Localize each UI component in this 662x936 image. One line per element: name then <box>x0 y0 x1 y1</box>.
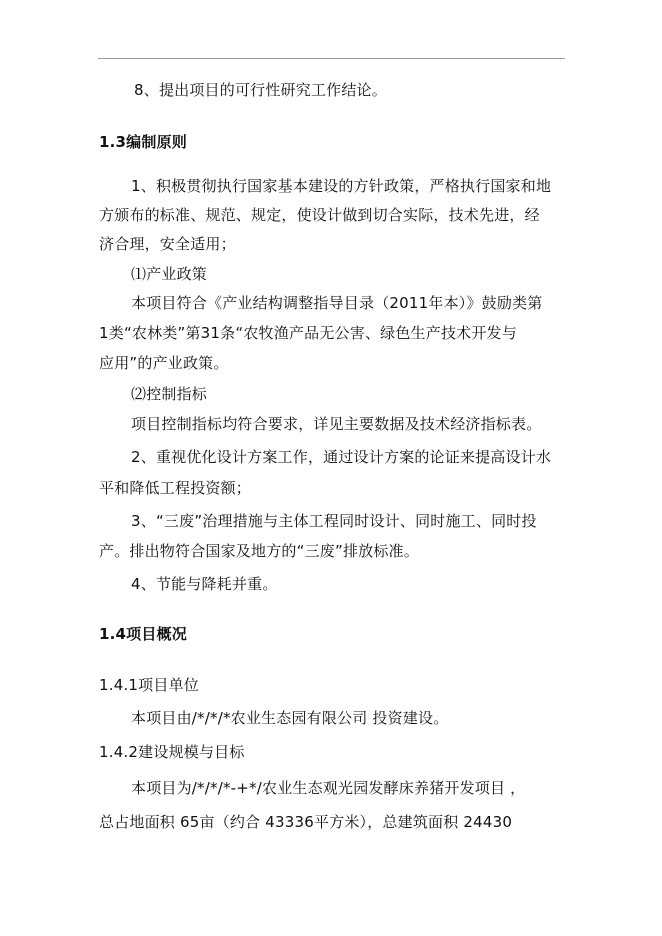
text-line: 1、积极贯彻执行国家基本建设的方针政策，严格执行国家和地 <box>131 177 552 195</box>
subsection-heading: 1.4.1项目单位 <box>99 676 199 694</box>
text-line: 产。排出物符合国家及地方的“三废”排放标准。 <box>99 542 419 560</box>
text-line: 本项目符合《产业结构调整指导目录（2011年本）》鼓励类第 <box>131 294 543 312</box>
text-line: 2、重视优化设计方案工作，通过设计方案的论证来提高设计水 <box>131 448 552 466</box>
text-line: 1类“农林类”第31条“农牧渔产品无公害、绿色生产技术开发与 <box>99 324 517 342</box>
text-line: 4、节能与降耗并重。 <box>131 575 278 593</box>
text-line: 8、提出项目的可行性研究工作结论。 <box>134 81 387 99</box>
text-line: 平和降低工程投资额； <box>99 479 252 497</box>
text-line: 本项目为/*/*/*-+*/农业生态观光园发酵床养猪开发项目 ， <box>131 779 526 797</box>
text-line: 3、“三废”治理措施与主体工程同时设计、同时施工、同时投 <box>131 512 537 530</box>
text-line: 应用”的产业政策。 <box>99 354 229 372</box>
subheading: ⑵控制指标 <box>131 385 208 403</box>
section-heading: 1.4项目概况 <box>99 625 187 643</box>
text-line: 济合理，安全适用； <box>99 235 236 253</box>
section-heading: 1.3编制原则 <box>99 133 187 151</box>
header-rule <box>98 58 565 59</box>
subheading: ⑴产业政策 <box>131 265 208 283</box>
subsection-heading: 1.4.2建设规模与目标 <box>99 743 245 761</box>
text-line: 方颁布的标准、规范、规定，使设计做到切合实际，技术先进，经 <box>99 206 540 224</box>
text-line: 项目控制指标均符合要求，详见主要数据及技术经济指标表。 <box>131 415 542 433</box>
text-line: 总占地面积 65亩（约合 43336平方米），总建筑面积 24430 <box>99 813 513 831</box>
text-line: 本项目由/*/*/*农业生态园有限公司 投资建设。 <box>131 709 449 727</box>
